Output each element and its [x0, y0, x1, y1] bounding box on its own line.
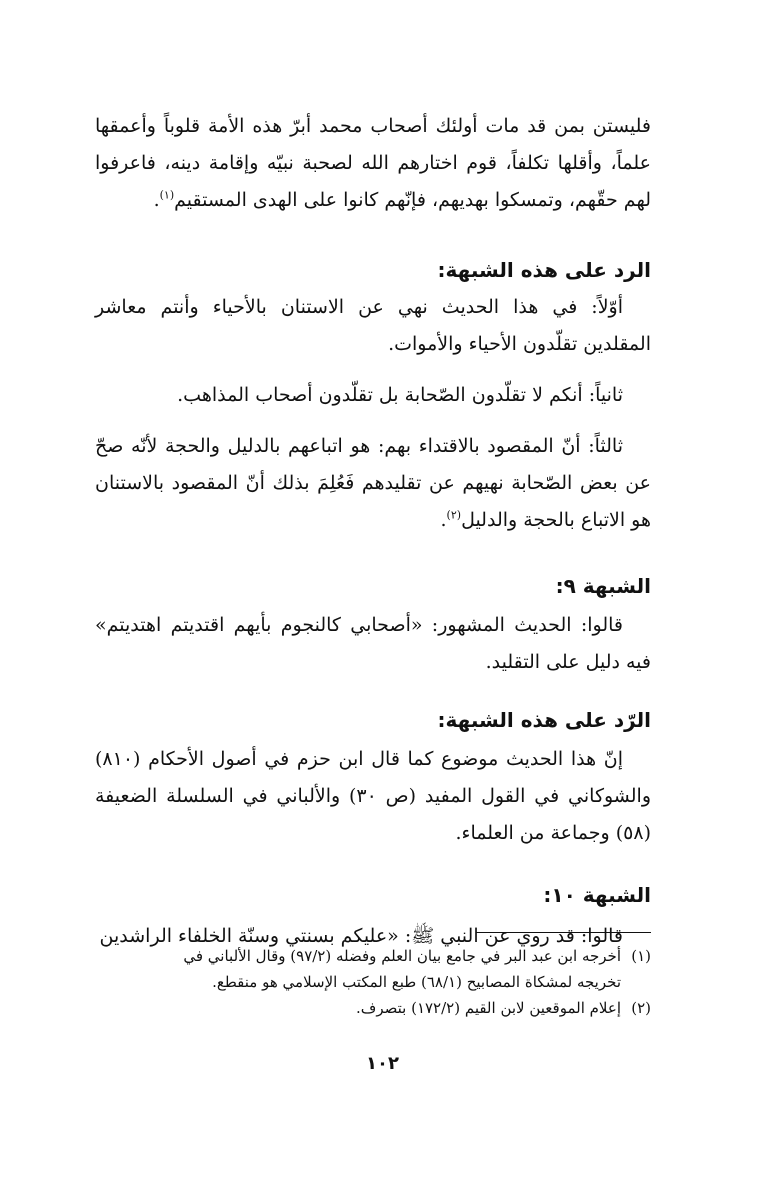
footnote-2-number: (٢)	[631, 999, 651, 1017]
page-body	[95, 108, 651, 955]
paragraph-1-end: .	[153, 189, 160, 211]
heading-reply-1: الرد على هذه الشبهة:	[437, 258, 651, 282]
heading-doubt-9: الشبهة ٩:	[555, 574, 651, 598]
footnotes	[95, 932, 651, 1021]
paragraph-1-text: فليستن بمن قد مات أولئك أصحاب محمد أبرّ هذه الأمة قلوباً وأعمقها علماً، وأقلها تكلفاً، قوم اختارهم الله لصحبة نبيّه وإقامة دينه، فاعرفوا لهم حقّهم، وتمسكوا بهديهم، فإنّهم كانوا على الهدى المستقيم	[95, 115, 651, 211]
paragraph-first-point: أوّلاً: في هذا الحديث نهي عن الاستنان بالأحياء وأنتم معاشر المقلدين تقلّدون الأحياء والأموات.	[95, 296, 651, 355]
paragraph-doubt-9: قالوا: الحديث المشهور: «أصحابي كالنجوم بأيهم اقتديتم اهتديتم» فيه دليل على التقليد.	[95, 614, 651, 673]
heading-doubt-10: الشبهة ١٠:	[543, 883, 651, 907]
footnote-1	[95, 943, 651, 969]
page-number: ١٠٢	[366, 1053, 399, 1074]
footnote-1-line-1: أخرجه ابن عبد البر في جامع بيان العلم وفضله (٩٧/٢) وقال الألباني في	[183, 947, 621, 965]
footnote-2	[95, 995, 651, 1021]
footnote-1-continuation: تخريجه لمشكاة المصابيح (٦٨/١) طبع المكتب الإسلامي هو منقطع.	[212, 973, 621, 991]
paragraph-second-point: ثانياً: أنكم لا تقلّدون الصّحابة بل تقلّدون أصحاب المذاهب.	[177, 384, 623, 406]
paragraph-third-point	[95, 428, 651, 539]
footnote-ref-2[interactable]: (٢)	[446, 508, 462, 522]
paragraph-third-point-end: .	[440, 509, 447, 531]
footnote-ref-1[interactable]: (١)	[159, 188, 175, 202]
heading-reply-2: الرّد على هذه الشبهة:	[437, 708, 651, 732]
paragraph-third-point-text: ثالثاً: أنّ المقصود بالاقتداء بهم: هو اتباعهم بالدليل والحجة لأنّه صحّ عن بعض الصّحابة نهيهم عن تقليدهم فَعُلِمَ بذلك أنّ المقصود بالاستنان هو الاتباع بالحجة والدليل	[95, 435, 651, 531]
paragraph-doubt-10: قالوا: قد روي عن النبي ﷺ: «عليكم بسنتي وسنّة الخلفاء الراشدين	[99, 925, 623, 947]
footnote-2-line-1: إعلام الموقعين لابن القيم (١٧٢/٢) بتصرف.	[356, 999, 621, 1017]
paragraph-reply-2: إنّ هذا الحديث موضوع كما قال ابن حزم في أصول الأحكام (٨١٠) والشوكاني في القول المفيد (ص ٣٠) والألباني في السلسلة الضعيفة (٥٨) وجماعة من العلماء.	[95, 748, 651, 844]
footnote-1-number: (١)	[631, 947, 651, 965]
paragraph-1	[95, 108, 651, 219]
